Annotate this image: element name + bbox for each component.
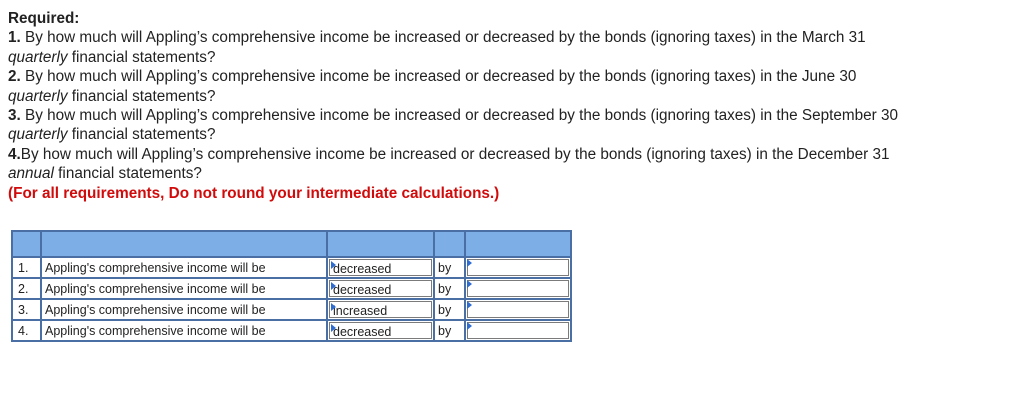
input-marker-icon — [467, 280, 472, 288]
question-2-tail: financial statements? — [67, 87, 216, 105]
direction-select-cell — [327, 299, 434, 320]
direction-dropdown[interactable] — [329, 259, 432, 276]
question-2-number: 2. — [8, 68, 21, 86]
question-2-text: By how much will Appling’s comprehensive income be increased or decreased by the bonds (ignoring taxes) in the June 30 — [20, 68, 857, 86]
question-1-cont — [8, 48, 1013, 67]
question-2-italic: quarterly — [8, 87, 68, 105]
answer-table — [11, 230, 572, 342]
question-2 — [8, 67, 1013, 86]
amount-input[interactable] — [467, 301, 569, 318]
question-3 — [8, 106, 1013, 125]
required-heading: Required: — [8, 10, 80, 27]
direction-dropdown[interactable] — [329, 280, 432, 297]
direction-value: increased — [333, 304, 388, 318]
question-2-cont — [8, 87, 1013, 106]
question-4-tail: financial statements? — [53, 165, 202, 183]
instructions-block — [8, 9, 1013, 203]
input-marker-icon — [467, 322, 472, 330]
row-label: Appling's comprehensive income will be — [41, 257, 327, 278]
by-label: by — [434, 278, 465, 299]
question-4-text: By how much will Appling’s comprehensive income be increased or decreased by the bonds (ignoring taxes) in the December 31 — [20, 145, 890, 163]
question-4-italic: annual — [8, 165, 54, 183]
amount-cell — [465, 278, 571, 299]
direction-select-cell — [327, 257, 434, 278]
direction-dropdown[interactable] — [329, 322, 432, 339]
amount-input[interactable] — [467, 280, 569, 297]
question-3-cont — [8, 125, 1013, 144]
question-3-italic: quarterly — [8, 126, 68, 144]
row-label: Appling's comprehensive income will be — [41, 299, 327, 320]
question-3-number: 3. — [8, 107, 21, 125]
amount-cell — [465, 299, 571, 320]
direction-value: decreased — [333, 283, 392, 297]
row-number: 2. — [12, 278, 41, 299]
dropdown-marker-icon — [331, 324, 336, 332]
question-1-tail: financial statements? — [67, 48, 216, 66]
by-label: by — [434, 257, 465, 278]
rounding-note: (For all requirements, Do not round your intermediate calculations.) — [8, 184, 500, 202]
by-label: by — [434, 320, 465, 341]
header-cell — [465, 231, 571, 257]
direction-value: decreased — [333, 262, 392, 276]
question-1-text: By how much will Appling’s comprehensive income be increased or decreased by the bonds (ignoring taxes) in the March 31 — [20, 29, 866, 47]
row-number: 4. — [12, 320, 41, 341]
amount-cell — [465, 257, 571, 278]
question-4-cont — [8, 164, 1013, 183]
question-1-number: 1. — [8, 29, 21, 47]
amount-input[interactable] — [467, 259, 569, 276]
input-marker-icon — [467, 259, 472, 267]
header-cell — [434, 231, 465, 257]
dropdown-marker-icon — [331, 261, 336, 269]
question-4 — [8, 145, 1013, 164]
header-cell — [41, 231, 327, 257]
question-4-number: 4. — [8, 145, 21, 163]
table-row — [12, 278, 571, 299]
table-header-row — [12, 231, 571, 257]
header-cell — [327, 231, 434, 257]
dropdown-marker-icon — [331, 303, 336, 311]
direction-dropdown[interactable] — [329, 301, 432, 318]
table-row — [12, 257, 571, 278]
amount-input[interactable] — [467, 322, 569, 339]
direction-value: decreased — [333, 325, 392, 339]
amount-cell — [465, 320, 571, 341]
direction-select-cell — [327, 278, 434, 299]
direction-select-cell — [327, 320, 434, 341]
dropdown-marker-icon — [331, 282, 336, 290]
table-row — [12, 299, 571, 320]
question-1 — [8, 28, 1013, 47]
question-3-text: By how much will Appling’s comprehensive income be increased or decreased by the bonds (ignoring taxes) in the September 30 — [20, 107, 898, 125]
input-marker-icon — [467, 301, 472, 309]
row-number: 3. — [12, 299, 41, 320]
by-label: by — [434, 299, 465, 320]
row-number: 1. — [12, 257, 41, 278]
row-label: Appling's comprehensive income will be — [41, 320, 327, 341]
question-1-italic: quarterly — [8, 48, 68, 66]
question-3-tail: financial statements? — [67, 126, 216, 144]
table-row — [12, 320, 571, 341]
header-cell — [12, 231, 41, 257]
row-label: Appling's comprehensive income will be — [41, 278, 327, 299]
